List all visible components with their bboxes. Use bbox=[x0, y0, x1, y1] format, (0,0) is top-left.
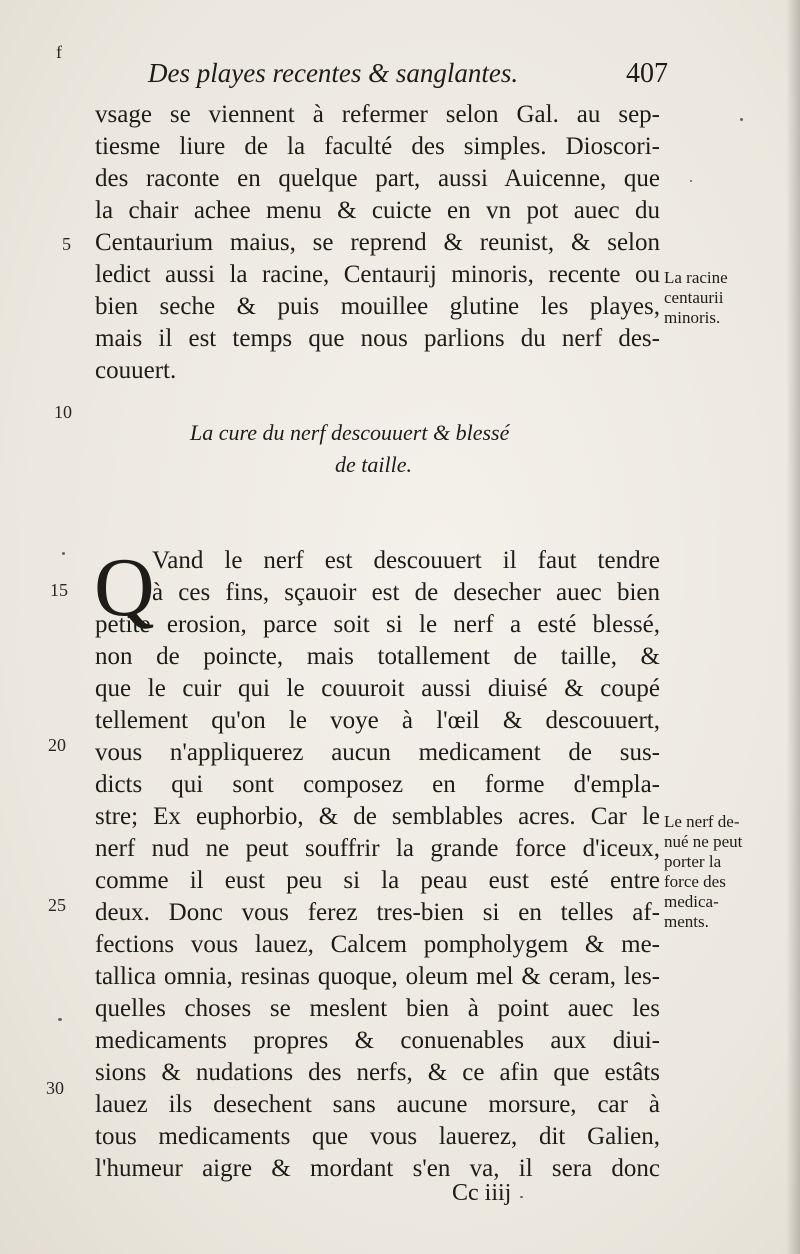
running-header bbox=[148, 58, 668, 98]
text-line: Centaurium maius, se reprend & reunist, & selon bbox=[95, 229, 660, 256]
text-line: bien seche & puis mouillee glutine les playes, bbox=[95, 293, 660, 320]
text-line: sions & nudations des nerfs, & ce afin que estâts bbox=[95, 1059, 660, 1086]
drop-cap: Q bbox=[94, 541, 155, 634]
text-line: couuert. bbox=[95, 357, 177, 384]
running-title: Des playes recentes & sanglantes. bbox=[148, 58, 519, 88]
margin-note-line: La racine bbox=[664, 268, 728, 287]
text-line: nerf nud ne peut souffrir la grande force d'iceux, bbox=[95, 835, 660, 862]
text-line: tellement qu'on le voye à l'œil & descouuert, bbox=[95, 707, 660, 734]
text-line: la chair achee menu & cuicte en vn pot auec du bbox=[95, 197, 660, 224]
margin-note-line: ments. bbox=[664, 912, 709, 931]
paper-speck bbox=[58, 1018, 62, 1021]
paper-speck bbox=[520, 1196, 523, 1198]
text-line: tallica omnia, resinas quoque, oleum mel & ceram, les- bbox=[95, 963, 660, 990]
text-line: à ces fins, sçauoir est de desecher auec bien bbox=[152, 579, 660, 606]
margin-note-line: porter la bbox=[664, 852, 722, 871]
text-line: vous n'appliquerez aucun medicament de sus- bbox=[95, 739, 660, 766]
text-line: tiesme liure de la faculté des simples. Dioscori- bbox=[95, 133, 660, 160]
margin-note-line: centaurii bbox=[664, 288, 724, 307]
text-line: fections vous lauez, Calcem pompholygem & me- bbox=[95, 931, 660, 958]
text-line: Vand le nerf est descouuert il faut tendre bbox=[152, 547, 660, 574]
line-number: 5 bbox=[62, 234, 71, 254]
text-line: stre; Ex euphorbio, & de semblables acres. Car le bbox=[95, 803, 660, 830]
text-line: dicts qui sont composez en forme d'empla- bbox=[95, 771, 660, 798]
line-number: 25 bbox=[48, 895, 66, 915]
text-line: petite erosion, parce soit si le nerf a esté blessé, bbox=[95, 611, 660, 638]
paper-speck bbox=[62, 552, 65, 555]
margin-note-racine bbox=[664, 268, 794, 328]
text-line: lauez ils desechent sans aucune morsure, car à bbox=[95, 1091, 660, 1118]
text-line: tous medicaments que vous lauerez, dit Galien, bbox=[95, 1123, 660, 1150]
text-line: mais il est temps que nous parlions du nerf des- bbox=[95, 325, 660, 352]
text-line: comme il eust peu si la peau eust esté entre bbox=[95, 867, 660, 894]
page-edge-shadow bbox=[786, 0, 800, 1254]
margin-note-line: nué ne peut bbox=[664, 832, 743, 851]
text-line: que le cuir qui le couuroit aussi diuisé & coupé bbox=[95, 675, 660, 702]
text-line: des raconte en quelque part, aussi Auicenne, que bbox=[95, 165, 660, 192]
text-line: medicaments propres & conuenables aux diui- bbox=[95, 1027, 660, 1054]
line-number: 30 bbox=[46, 1078, 64, 1098]
section-heading-line-2: de taille. bbox=[335, 452, 412, 477]
margin-note-nerf bbox=[664, 812, 794, 932]
margin-note-line: Le nerf de- bbox=[664, 812, 740, 831]
margin-note-line: medica- bbox=[664, 892, 719, 911]
text-line: ledict aussi la racine, Centaurij minoris, recente ou bbox=[95, 261, 660, 288]
paper-speck bbox=[690, 180, 692, 182]
paper-speck bbox=[740, 118, 743, 121]
section-heading-line-1: La cure du nerf descouuert & blessé bbox=[190, 420, 510, 445]
line-number: 15 bbox=[50, 580, 68, 600]
signature-mark: Cc iiij bbox=[452, 1180, 512, 1206]
text-line: vsage se viennent à refermer selon Gal. au sep- bbox=[95, 101, 660, 128]
page-number: 407 bbox=[626, 58, 668, 89]
text-line: deux. Donc vous ferez tres-bien si en telles af- bbox=[95, 899, 660, 926]
top-margin-mark: f bbox=[56, 42, 62, 62]
text-line: l'humeur aigre & mordant s'en va, il sera donc bbox=[95, 1155, 660, 1182]
margin-note-line: force des bbox=[664, 872, 726, 891]
text-line: non de poincte, mais totallement de taille, & bbox=[95, 643, 660, 670]
line-number: 10 bbox=[54, 402, 72, 422]
line-number: 20 bbox=[48, 735, 66, 755]
margin-note-line: minoris. bbox=[664, 308, 721, 327]
text-line: quelles choses se meslent bien à point auec les bbox=[95, 995, 660, 1022]
